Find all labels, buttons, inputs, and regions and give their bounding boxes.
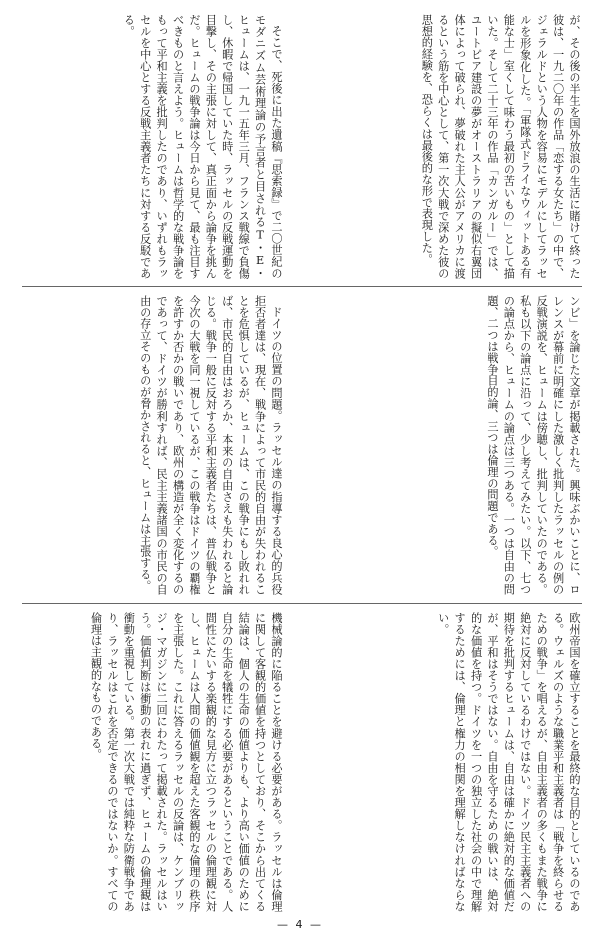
text-band-middle bbox=[22, 295, 582, 595]
text-column bbox=[22, 295, 284, 595]
text-column bbox=[320, 612, 582, 912]
text-column bbox=[22, 612, 284, 912]
band-divider bbox=[22, 603, 582, 604]
text-band-bottom bbox=[22, 612, 582, 912]
page-number: — 4 — bbox=[277, 918, 323, 931]
band-divider bbox=[22, 286, 582, 287]
text-column bbox=[22, 14, 284, 279]
text-column bbox=[320, 14, 582, 279]
paragraph: 機械論的に陥ることを避ける必要がある。ラッセルは倫理に関して客観的価値を持つとしており、そこから出てくる結論は、個人の生命の価値よりも、より高い価値のために自分の生命を犠牲にする必要があるということである。人間性にたいする楽観的な見方に立つラッセルの倫理観に対し、ヒュームは人間の価値観を超えた客観的な倫理の秩序を主張した。これに答えるラッセルの反論は、ケンブリッジ・マガジンに二回にわたって掲載された。ラッセルはいう。価値判断は衝動の表れに過ぎず、ヒュームの倫理観は衝動を重視している。第一次大戦では純粋な防衛戦争であり、ラッセルはこれを否定できるのではないか。すべての倫理は主観的なものである。 bbox=[89, 612, 283, 912]
text-column bbox=[320, 295, 582, 595]
paragraph: そこで、死後に出た遺稿『思索録』で二〇世紀のモダニズム芸術理論の予言者と目されるT・E・ヒュームは、一九一五年三月、フランス戦線で負傷し、休暇で帰国していた時、ラッセルの反戦運動を目撃し、その主張に対して、真正面から論争を挑んだ。ヒュームの戦争論は今日から見て、最も注目すべきものと言えよう。ヒュームは哲学的な戦争論をもって平和主義を批判したのであり、いずれもラッセルを中心とする反戦主義者たちに対する反駁である。 bbox=[122, 14, 283, 279]
paragraph: が、その後の半生を国外放浪の生活に賭けて終った彼は、一九二〇年の作品「恋する女たち」の中で、ジェラルドという人物を容易にモデルにしてラッセルを形象化した。「軍隊式ドライなウィットある有能な士」室くして味わう最初の苦いもの」として描いた。そして二十三年の作品「カンガルー」では、ユートピア建設の夢がオーストラリアの擬似右翼団体によって破られ、夢破れた主人公がアメリカに渡るという筋を中心として、第一次大戦で深めた彼の思想的経験を、恐らくは最後的な形で表現した。 bbox=[420, 14, 581, 279]
paragraph: ンビ」を論じた文章が掲載された。興味ぶかいことに、ロレンスが幕前に明確にした激しく批判したラッセルの例の反戦演説を、ヒュームは傍聴し、批判していたのである。私も以下の論点に沿って、少し考えてみたい。以下、七つの論点から、ヒュームの論点は三つある。一つは自由の問題、二つは戦争目的論、三つは倫理の問題である。 bbox=[485, 295, 581, 595]
text-band-top bbox=[22, 14, 582, 279]
paragraph: 欧州帝国を確立することを最終的な目的としているのである。ウェルズのような職業平和主義者は「戦争を終らせるための戦争」を唱えるが、自由主義者の多くもまた戦争に絶対に反対しているわけではない。ドイツ民主主義者への期待を批判するヒュームは、自由は確かに絶対的な価値だが、平和はそうではない。自由を守るための戦いは、絶対的な価値を持つ。ドイツを一つの独立した社会の中で理解するためには、倫理と権力の相関を理解しなければならない。 bbox=[436, 612, 581, 912]
paragraph: ドイツの位置の問題。ラッセル達の指導する良心的兵役拒否者達は、現在、戦争によって市民的自由が失われることを危惧しているが、ヒュームは、この戦争にもし敗れれば、市民的自由はおろか、本来の自由さえも失われると論じる。戦争一般に反対する平和主義者たちは、普仏戦争と今次の大戦を同一視しているが、この戦争はドイツの覇権を許すか否かの戦いであり、欧州の構造が全く変化するのであって、ドイツが勝利すれば、民主主義諸国の市民の自由の存立そのものが脅かされると、ヒュームは主張する。 bbox=[138, 295, 283, 595]
